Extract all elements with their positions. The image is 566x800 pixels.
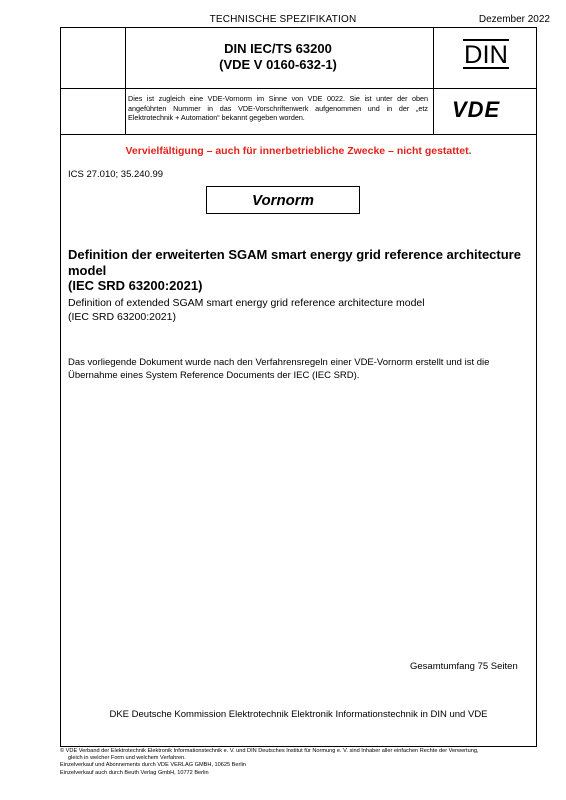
total-pages: Gesamtumfang 75 Seiten: [410, 661, 518, 672]
status-box: [206, 186, 360, 214]
din-logo: [460, 38, 512, 70]
title-german-text: Definition der erweiterten SGAM smart energy grid reference architecture model: [68, 247, 521, 278]
standard-number: [125, 41, 431, 73]
title-english-reference: (IEC SRD 63200:2021): [68, 310, 176, 323]
sales-line: Einzelverkauf auch durch Beuth Verlag GmbH, 10772 Berlin: [60, 769, 209, 776]
frame-divider: [61, 134, 536, 135]
document-type: TECHNISCHE SPEZIFIKATION: [209, 14, 357, 25]
frame-divider: [433, 28, 434, 134]
copyright-line-continued: gleich in welcher Form und welchem Verfahren.: [68, 755, 186, 762]
svg-text:DIN: DIN: [464, 41, 508, 69]
sales-line: Einzelverkauf und Abonnements durch VDE VERLAG GMBH, 10625 Berlin: [60, 762, 246, 769]
dke-line: DKE Deutsche Kommission Elektrotechnik Elektronik Informationstechnik in DIN und VDE: [109, 709, 488, 720]
ics-classification: ICS 27.010; 35.240.99: [68, 169, 164, 180]
title-english: [68, 297, 528, 324]
title-english-text: Definition of extended SGAM smart energy grid reference architecture model: [68, 297, 425, 309]
vde-logo: VDE: [452, 97, 501, 122]
vde-note: Dies ist zugleich eine VDE-Vornorm im Sinne von VDE 0022. Sie ist unter der oben angeführten Nummer in das VDE-Vorschriftenwerk aufgenommen und in der „etz Elektrotechnik + Automation“ bekannt gegeben worden.: [128, 94, 428, 123]
copy-warning: Vervielfältigung – auch für innerbetriebliche Zwecke – nicht gestattet.: [125, 145, 472, 157]
publication-date: Dezember 2022: [478, 14, 550, 25]
status-label: Vornorm: [252, 191, 314, 209]
footer: [60, 748, 540, 777]
frame-divider: [61, 88, 536, 89]
standard-number-vde: (VDE V 0160-632-1): [219, 57, 337, 72]
adoption-note: Das vorliegende Dokument wurde nach den Verfahrensregeln einer VDE-Vornorm erstellt und ist die Übernahme eines System Reference Documents der IEC (IEC SRD).: [68, 357, 490, 381]
standard-number-din: DIN IEC/TS 63200: [224, 41, 332, 56]
cover-frame: [60, 27, 537, 747]
title-german: [68, 247, 528, 294]
title-german-reference: (IEC SRD 63200:2021): [68, 278, 203, 294]
copyright-line: © VDE Verband der Elektrotechnik Elektronik Informationstechnik e. V. und DIN Deutsches Institut für Normung e. V. sind Inhaber aller einfachen Rechte der Verwertung,: [60, 748, 479, 754]
